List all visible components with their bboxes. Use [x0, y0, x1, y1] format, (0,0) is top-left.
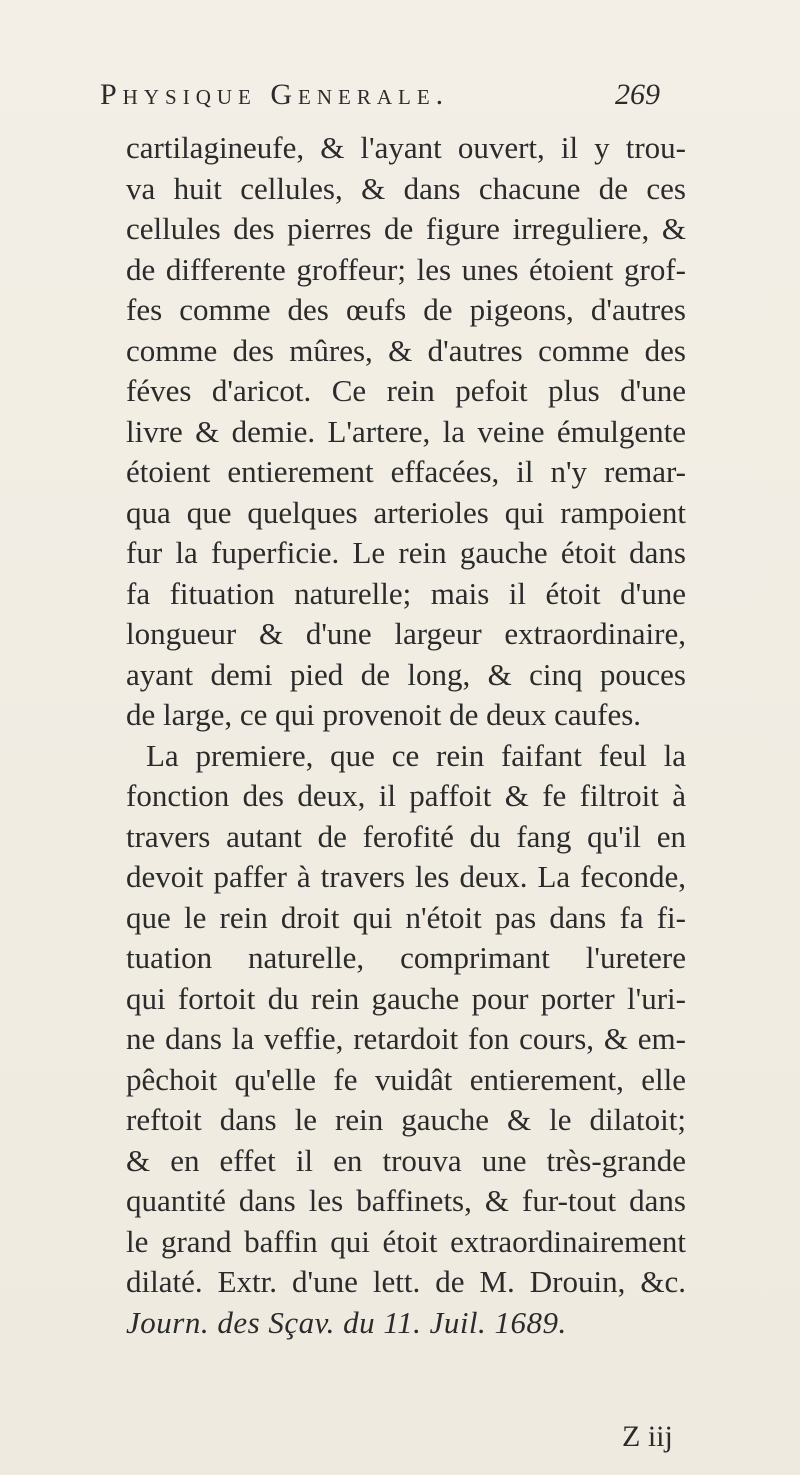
page-header — [100, 78, 660, 122]
text-line: féves d'aricot. Ce rein pefoit plus d'une — [126, 373, 686, 408]
text-line: ne dans la veffie, retardoit fon cours, & em- — [126, 1021, 686, 1056]
text-line: cartilagineufe, & l'ayant ouvert, il y trou- — [126, 130, 686, 165]
text-line: quantité dans les baffinets, & fur-tout dans — [126, 1183, 686, 1218]
text-line: étoient entierement effacées, il n'y remar- — [126, 454, 686, 489]
signature-mark: Z iij — [622, 1420, 673, 1453]
text-line: reftoit dans le rein gauche & le dilatoit; — [126, 1102, 686, 1137]
paragraph-start-line: La premiere, que ce rein faifant feul la — [146, 737, 686, 773]
text-line: tuation naturelle, comprimant l'uretere — [126, 940, 686, 975]
text-line: qua que quelques arterioles qui rampoient — [126, 494, 686, 530]
text-line: travers autant de ferofité du fang qu'il en — [126, 818, 686, 854]
text-line: ayant demi pied de long, & cinq pouces — [126, 656, 686, 692]
text-line: comme des mûres, & d'autres comme des — [126, 332, 686, 368]
text-line: cellules des pierres de figure irreguliere, & — [126, 211, 686, 246]
citation-line: Journ. des Sçav. du 11. Juil. 1689. — [126, 1304, 567, 1340]
text-line: & en effet il en trouva une très-grande — [126, 1142, 686, 1178]
text-line: qui fortoit du rein gauche pour porter l'uri- — [126, 980, 686, 1016]
text-line: que le rein droit qui n'étoit pas dans fa fi- — [126, 899, 686, 935]
text-line: le grand baffin qui étoit extraordinairement — [126, 1223, 686, 1259]
text-line: pêchoit qu'elle fe vuidât entierement, elle — [126, 1061, 686, 1097]
text-line: va huit cellules, & dans chacune de ces — [126, 170, 686, 206]
text-line: fonction des deux, il paffoit & fe filtroit à — [126, 778, 686, 813]
text-line: fa fituation naturelle; mais il étoit d'une — [126, 575, 686, 611]
text-line: devoit paffer à travers les deux. La feconde, — [126, 859, 686, 894]
text-line: dilaté. Extr. d'une lett. de M. Drouin, &c. — [126, 1264, 686, 1299]
page-number: 269 — [615, 78, 660, 111]
text-line: longueur & d'une largeur extraordinaire, — [126, 616, 686, 651]
text-line: livre & demie. L'artere, la veine émulgente — [126, 413, 686, 449]
text-line: de differente groffeur; les unes étoient grof- — [126, 251, 686, 287]
text-line: fur la fuperficie. Le rein gauche étoit dans — [126, 535, 686, 570]
body-text — [126, 128, 686, 1343]
running-head: Physique Generale. — [100, 78, 450, 111]
text-line: fes comme des œufs de pigeons, d'autres — [126, 292, 686, 327]
text-line: de large, ce qui provenoit de deux caufes. — [126, 697, 642, 732]
